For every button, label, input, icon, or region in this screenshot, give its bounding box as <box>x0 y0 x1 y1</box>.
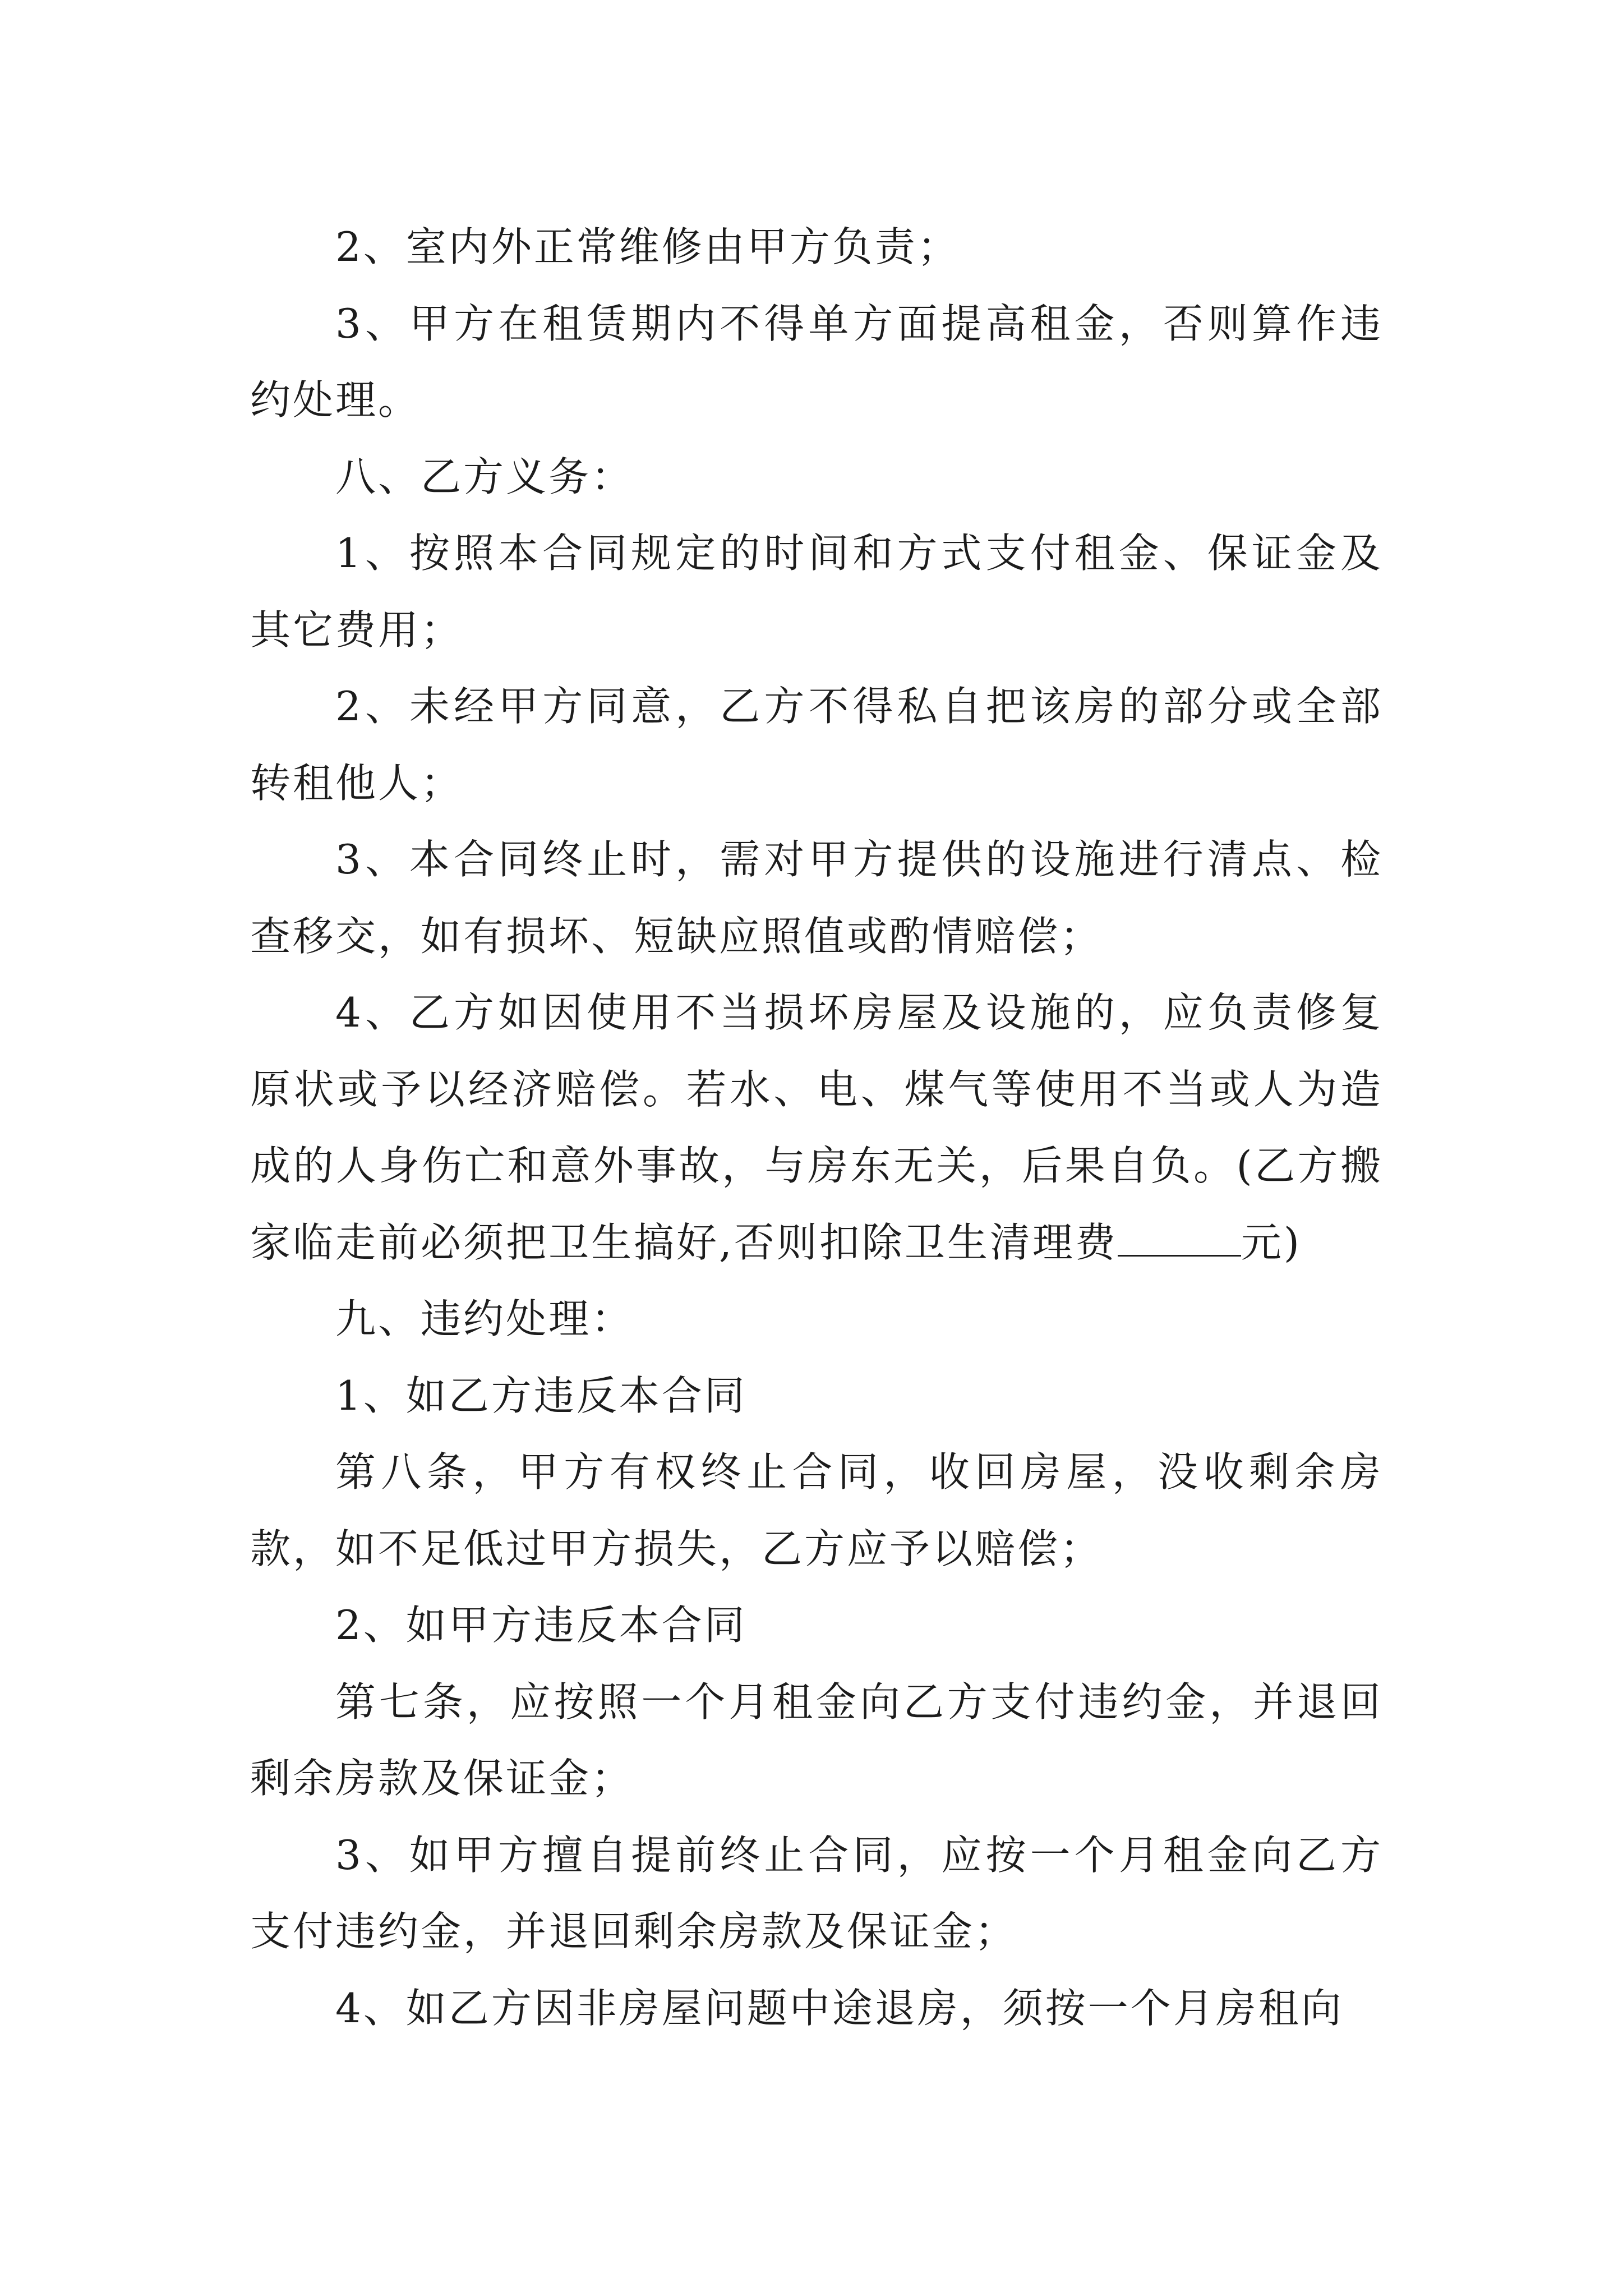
section-heading-tenant-obligations: 八、乙方义务： <box>335 453 634 500</box>
fill-in-blank <box>1118 1221 1241 1257</box>
paragraph-handover: 3、本合同终止时，需对甲方提供的设施进行清点、检查移交，如有损坏、短缺应照值或酌情赔偿； <box>250 836 1383 960</box>
paragraph-repair-duty: 2、室内外正常维修由甲方负责； <box>335 223 960 270</box>
paragraph-damage <box>250 974 1383 1281</box>
paragraph-tenant-breach: 1、如乙方违反本合同 <box>335 1372 747 1419</box>
paragraph-rent-increase: 3、甲方在租赁期内不得单方面提高租金，否则算作违约处理。 <box>250 300 1383 424</box>
paragraph-article-eight: 第八条，甲方有权终止合同，收回房屋，没收剩余房款，如不足低过甲方损失，乙方应予以赔偿； <box>250 1448 1383 1572</box>
paragraph-damage-tail: 元) <box>1241 1218 1302 1266</box>
paragraph-early-move-out: 4、如乙方因非房屋问题中途退房，须按一个月房租向 <box>335 1984 1344 2032</box>
paragraph-landlord-breach: 2、如甲方违反本合同 <box>335 1602 747 1649</box>
paragraph-damage-text: 4、乙方如因使用不当损坏房屋及设施的，应负责修复原状或予以经济赔偿。若水、电、煤气等使用不当或人为造成的人身伤亡和意外事故，与房东无关，后果自负。(乙方搬家临走前必须把卫生搞好,否则扣除卫生清理费 <box>250 989 1383 1266</box>
paragraph-sublet: 2、未经甲方同意，乙方不得私自把该房的部分或全部转租他人； <box>250 683 1383 807</box>
paragraph-article-seven: 第七条，应按照一个月租金向乙方支付违约金，并退回剩余房款及保证金； <box>250 1678 1383 1802</box>
section-heading-breach: 九、违约处理： <box>335 1295 634 1342</box>
paragraph-early-termination: 3、如甲方擅自提前终止合同，应按一个月租金向乙方支付违约金，并退回剩余房款及保证金； <box>250 1831 1383 1955</box>
paragraph-payment: 1、按照本合同规定的时间和方式支付租金、保证金及其它费用； <box>250 530 1383 654</box>
document-body <box>250 209 1383 2046</box>
